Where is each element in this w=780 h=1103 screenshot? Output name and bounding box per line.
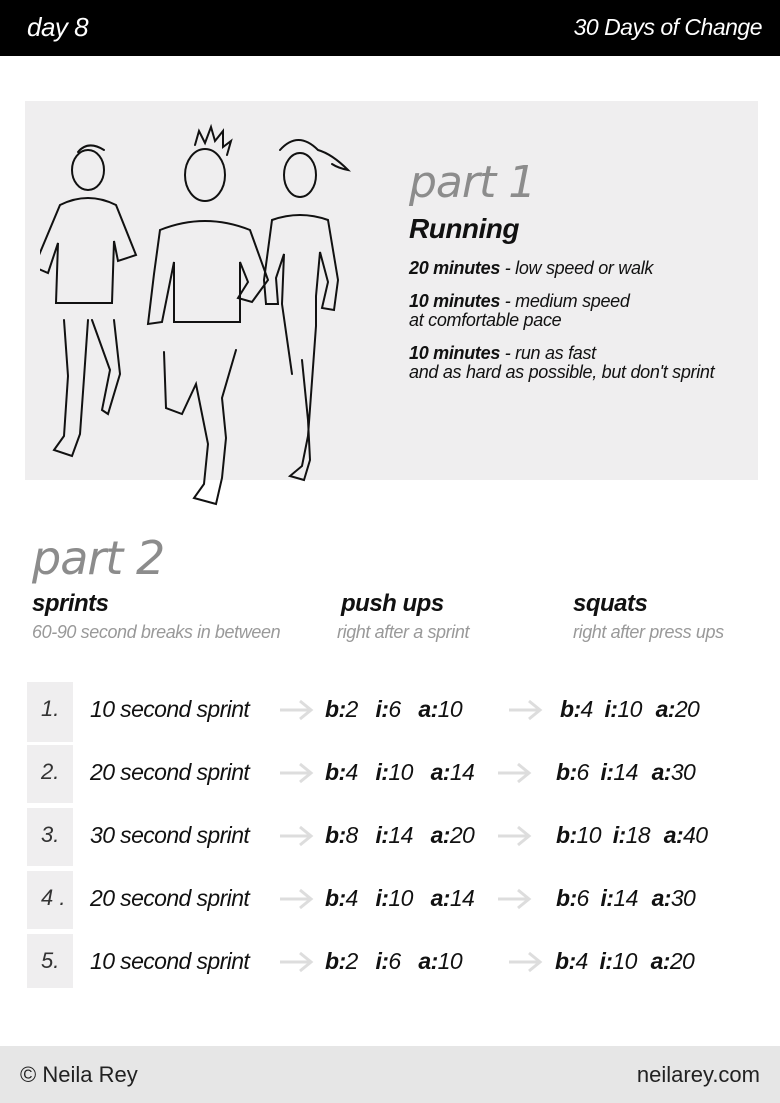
table-row (0, 759, 780, 811)
part1-subtitle: Running (409, 213, 520, 244)
beginner-label: b: (560, 696, 581, 722)
squats-set (560, 696, 711, 723)
intermediate-label: i: (612, 822, 626, 848)
beginner-label: b: (325, 948, 346, 974)
advanced-value: 14 (449, 885, 475, 911)
intermediate-value: 14 (613, 885, 638, 911)
program-title: 30 Days of Change (573, 14, 762, 40)
advanced-value: 40 (683, 822, 708, 848)
intermediate-label: i: (375, 948, 389, 974)
intermediate-value: 10 (388, 885, 413, 911)
copyright-text: © Neila Rey (20, 1062, 138, 1087)
step-desc: - run as fast (500, 343, 596, 363)
squats-set (556, 822, 719, 849)
table-row (0, 948, 780, 1000)
beginner-value: 4 (575, 948, 588, 974)
pushups-set (325, 759, 486, 786)
running-step-1 (409, 259, 714, 278)
beginner-value: 6 (576, 759, 589, 785)
squats-set (556, 759, 707, 786)
beginner-value: 4 (345, 759, 358, 785)
intermediate-label: i: (375, 759, 389, 785)
pushups-set (325, 822, 486, 849)
intermediate-value: 14 (388, 822, 413, 848)
advanced-value: 10 (437, 948, 463, 974)
intermediate-label: i: (375, 696, 389, 722)
running-step-2 (409, 292, 714, 330)
runner-right-icon (264, 140, 348, 480)
footer-bar (0, 1046, 780, 1103)
step-desc: - low speed or walk (500, 258, 654, 278)
advanced-label: a: (655, 696, 675, 722)
advanced-value: 20 (674, 696, 700, 722)
squats-set (555, 948, 706, 975)
advanced-value: 14 (449, 759, 475, 785)
intermediate-label: i: (604, 696, 618, 722)
part2-title: part 2 (32, 531, 165, 585)
arrow-right-icon (496, 824, 532, 848)
arrow-right-icon (496, 761, 532, 785)
arrow-right-icon (507, 950, 543, 974)
beginner-label: b: (556, 885, 577, 911)
table-row (0, 822, 780, 874)
step-desc-cont: and as hard as possible, but don't sprint (409, 362, 715, 382)
beginner-value: 2 (345, 948, 358, 974)
beginner-label: b: (325, 696, 346, 722)
arrow-right-icon (278, 824, 314, 848)
advanced-label: a: (651, 759, 671, 785)
arrow-right-icon (278, 761, 314, 785)
intermediate-value: 14 (613, 759, 638, 785)
advanced-value: 20 (669, 948, 695, 974)
day-label: day 8 (27, 12, 89, 42)
column-subheading: right after press ups (573, 622, 724, 642)
step-duration: 20 minutes (409, 258, 501, 278)
intermediate-value: 10 (388, 759, 413, 785)
advanced-label: a: (650, 948, 670, 974)
advanced-label: a: (430, 822, 450, 848)
arrow-right-icon (278, 887, 314, 911)
pushups-set (325, 948, 474, 975)
beginner-value: 2 (345, 696, 358, 722)
row-number: 3. (27, 808, 73, 866)
arrow-right-icon (496, 887, 532, 911)
header-bar (0, 0, 780, 56)
advanced-value: 30 (670, 885, 696, 911)
column-heading: push ups (341, 590, 444, 617)
column-sprints (32, 590, 280, 643)
advanced-label: a: (663, 822, 684, 848)
beginner-label: b: (325, 885, 346, 911)
column-heading: sprints (32, 590, 109, 617)
arrow-right-icon (278, 698, 314, 722)
part1-section (409, 155, 714, 382)
step-desc: - medium speed (500, 291, 630, 311)
advanced-value: 20 (449, 822, 475, 848)
intermediate-label: i: (599, 948, 613, 974)
runner-left-icon (40, 145, 136, 456)
column-subheading: 60-90 second breaks in between (32, 622, 281, 642)
arrow-right-icon (278, 950, 314, 974)
intermediate-label: i: (600, 885, 614, 911)
sprint-label: 20 second sprint (90, 759, 250, 785)
beginner-value: 6 (576, 885, 589, 911)
part1-title: part 1 (409, 157, 536, 208)
beginner-value: 4 (580, 696, 593, 722)
intermediate-value: 6 (388, 696, 401, 722)
beginner-value: 10 (576, 822, 601, 848)
website-link[interactable]: neilarey.com (636, 1062, 760, 1087)
beginner-label: b: (555, 948, 576, 974)
advanced-value: 10 (437, 696, 463, 722)
step-desc-cont: at comfortable pace (409, 310, 562, 330)
beginner-value: 4 (345, 885, 358, 911)
arrow-right-icon (507, 698, 543, 722)
intermediate-value: 18 (625, 822, 650, 848)
table-row (0, 885, 780, 937)
row-number: 1. (27, 682, 73, 742)
runner-middle-icon (148, 127, 268, 504)
squats-set (556, 885, 707, 912)
column-squats (573, 590, 724, 643)
row-number: 5. (27, 934, 73, 988)
running-step-3 (409, 344, 714, 382)
advanced-label: a: (430, 759, 450, 785)
part2-section (32, 530, 164, 586)
table-row (0, 696, 780, 748)
row-number: 2. (27, 745, 73, 803)
advanced-label: a: (418, 948, 438, 974)
intermediate-value: 10 (612, 948, 637, 974)
column-heading: squats (573, 590, 648, 617)
advanced-label: a: (430, 885, 450, 911)
sprint-label: 10 second sprint (90, 948, 250, 974)
beginner-label: b: (556, 759, 577, 785)
advanced-label: a: (651, 885, 671, 911)
column-pushups (337, 590, 469, 643)
step-duration: 10 minutes (409, 291, 501, 311)
intermediate-label: i: (600, 759, 614, 785)
intermediate-label: i: (375, 822, 389, 848)
intermediate-label: i: (375, 885, 389, 911)
pushups-set (325, 696, 474, 723)
sprint-label: 30 second sprint (90, 822, 250, 848)
intermediate-value: 6 (388, 948, 401, 974)
column-subheading: right after a sprint (337, 622, 470, 642)
step-duration: 10 minutes (409, 343, 501, 363)
sprint-label: 20 second sprint (90, 885, 250, 911)
row-number: 4 . (27, 871, 73, 929)
advanced-value: 30 (670, 759, 696, 785)
runners-illustration (40, 120, 380, 515)
beginner-label: b: (325, 822, 346, 848)
beginner-label: b: (556, 822, 577, 848)
beginner-value: 8 (345, 822, 358, 848)
intermediate-value: 10 (617, 696, 642, 722)
beginner-label: b: (325, 759, 346, 785)
advanced-label: a: (418, 696, 438, 722)
sprint-label: 10 second sprint (90, 696, 250, 722)
pushups-set (325, 885, 486, 912)
